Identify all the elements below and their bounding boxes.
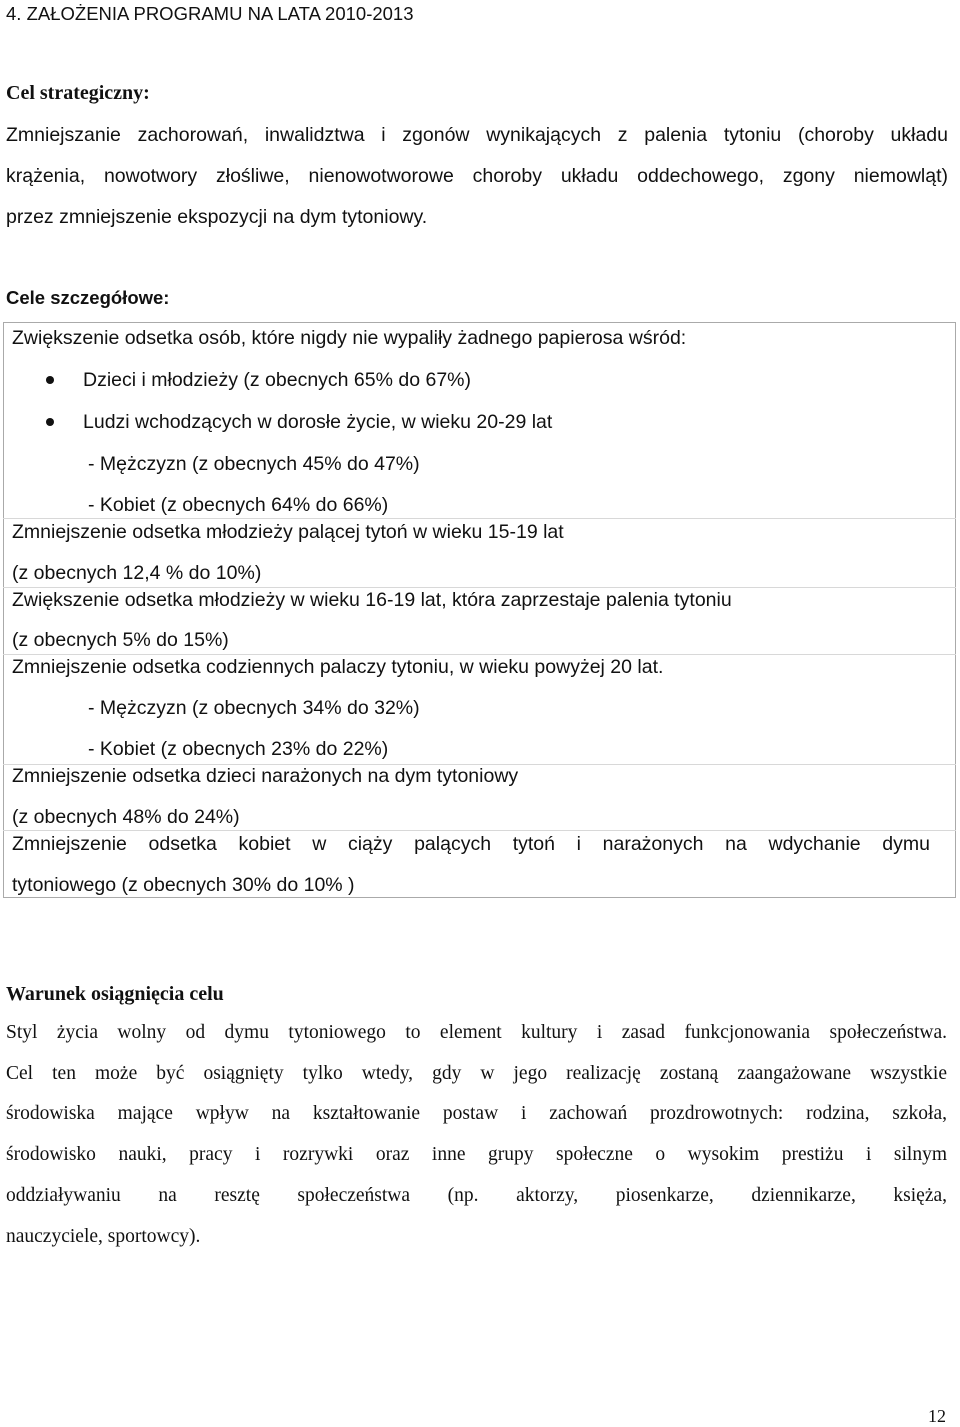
- condition-line: oddziaływaniu na resztę społeczeństwa (np. aktorzy, piosenkarze, dziennikarze, księża,: [6, 1185, 947, 1206]
- goal-text: (z obecnych 12,4 % do 10%): [12, 562, 262, 584]
- condition-line: Cel ten może być osiągnięty tylko wtedy, gdy w jego realizację zostaną zaangażowane wszystkie: [6, 1063, 947, 1084]
- section-title: 4. ZAŁOŻENIA PROGRAMU NA LATA 2010-2013: [6, 3, 414, 24]
- condition-line: nauczyciele, sportowcy).: [6, 1226, 201, 1247]
- detailed-heading: Cele szczegółowe:: [6, 287, 170, 308]
- row-divider: [3, 518, 956, 519]
- bullet-icon: [46, 376, 54, 384]
- goal-text: Zmniejszenie odsetka codziennych palaczy tytoniu, w wieku powyżej 20 lat.: [12, 656, 664, 678]
- strategic-heading: Cel strategiczny:: [6, 82, 150, 104]
- condition-line: Styl życia wolny od dymu tytoniowego to element kultury i zasad funkcjonowania społeczeństwa.: [6, 1022, 947, 1043]
- condition-line: środowisko nauki, pracy i rozrywki oraz inne grupy społeczne o wysokim prestiżu i silnym: [6, 1144, 947, 1165]
- sub-item: - Mężczyzn (z obecnych 34% do 32%): [88, 697, 420, 719]
- goal-text: (z obecnych 5% do 15%): [12, 629, 229, 651]
- sub-item: - Kobiet (z obecnych 64% do 66%): [88, 494, 389, 516]
- goal-text: Zmniejszenie odsetka młodzieży palącej tytoń w wieku 15-19 lat: [12, 521, 564, 543]
- page-number: 12: [928, 1406, 946, 1426]
- strategic-line: przez zmniejszenie ekspozycji na dym tytoniowy.: [6, 206, 428, 228]
- detailed-intro: Zwiększenie odsetka osób, które nigdy nie wypaliły żadnego papierosa wśród:: [12, 327, 687, 349]
- goal-text: Zmniejszenie odsetka dzieci narażonych na dym tytoniowy: [12, 765, 519, 787]
- goal-text: tytoniowego (z obecnych 30% do 10% ): [12, 874, 355, 896]
- bullet-item: Ludzi wchodzących w dorosłe życie, w wieku 20-29 lat: [83, 411, 553, 433]
- goal-text: (z obecnych 48% do 24%): [12, 806, 240, 828]
- goal-text: Zwiększenie odsetka młodzieży w wieku 16-19 lat, która zaprzestaje palenia tytoniu: [12, 589, 732, 611]
- goal-text: Zmniejszenie odsetka kobiet w ciąży palących tytoń i narażonych na wdychanie dymu: [12, 833, 930, 855]
- strategic-line: Zmniejszanie zachorowań, inwalidztwa i zgonów wynikających z palenia tytoniu (choroby układu: [6, 124, 948, 146]
- row-divider: [3, 654, 956, 655]
- row-divider: [3, 587, 956, 588]
- strategic-line: krążenia, nowotwory złośliwe, nienowotworowe choroby układu oddechowego, zgony niemowląt): [6, 165, 948, 187]
- bullet-item: Dzieci i młodzieży (z obecnych 65% do 67%): [83, 369, 472, 391]
- bullet-icon: [46, 418, 54, 426]
- condition-heading: Warunek osiągnięcia celu: [6, 983, 224, 1005]
- sub-item: - Kobiet (z obecnych 23% do 22%): [88, 738, 389, 760]
- condition-line: środowiska mające wpływ na kształtowanie postaw i zachowań prozdrowotnych: rodzina, szkoła,: [6, 1103, 947, 1124]
- row-divider: [3, 830, 956, 831]
- sub-item: - Mężczyzn (z obecnych 45% do 47%): [88, 453, 420, 475]
